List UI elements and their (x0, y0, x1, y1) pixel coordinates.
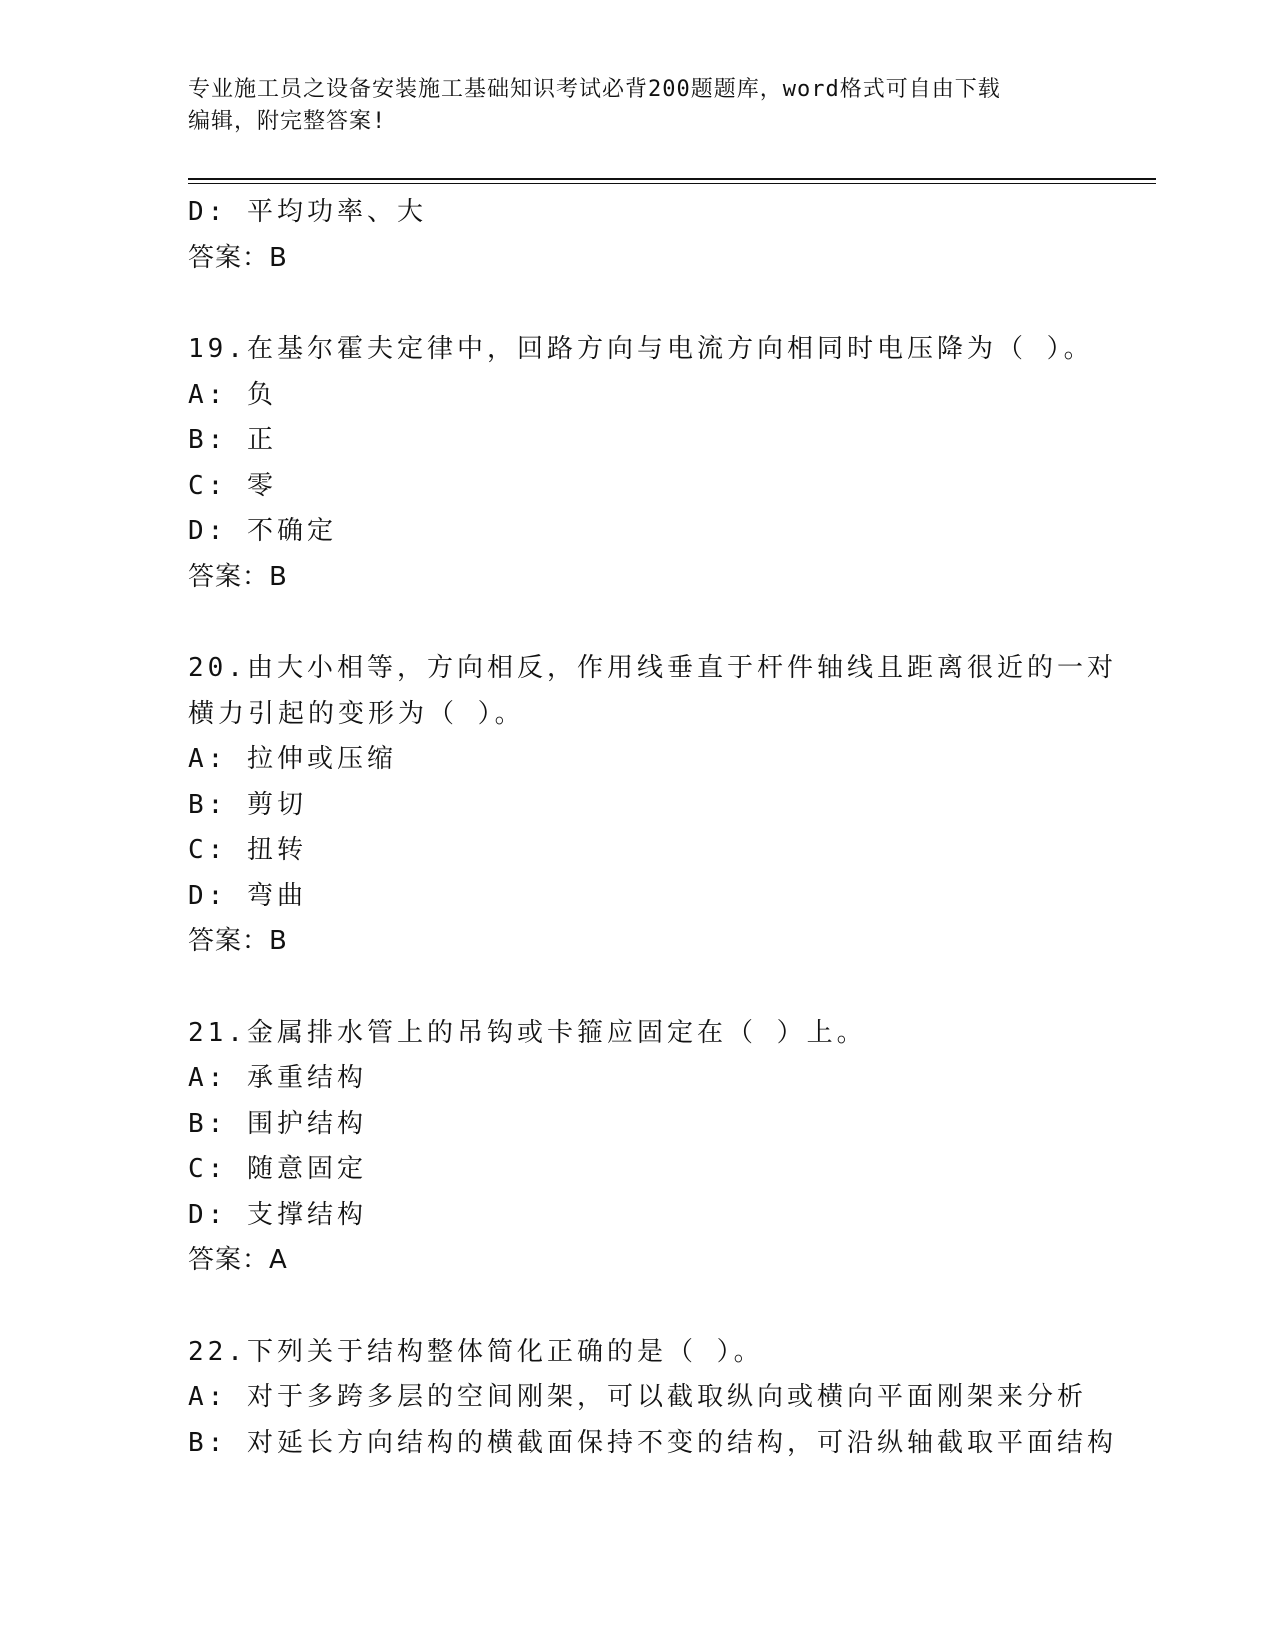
option-d: D: 不确定 (188, 516, 337, 546)
question-content (188, 190, 1148, 1466)
question-22 (188, 1330, 1148, 1467)
option-b: B: 正 (188, 425, 277, 455)
header-line-2: 编辑，附完整答案! (188, 109, 387, 134)
option-b: B: 剪切 (188, 789, 307, 820)
option-a: A: 承重结构 (188, 1063, 367, 1093)
answer: 答案：B (188, 561, 288, 592)
option-d: D: 支撑结构 (188, 1199, 367, 1230)
answer: 答案：B (188, 926, 288, 956)
spacer (188, 600, 1148, 646)
option-b: B: 对延长方向结构的横截面保持不变的结构，可沿纵轴截取平面结构 (188, 1427, 1117, 1458)
prev-answer: 答案：B (188, 242, 288, 273)
question-21 (188, 1011, 1148, 1284)
spacer (188, 1284, 1148, 1330)
option-c: C: 扭转 (188, 835, 307, 865)
option-d: D: 弯曲 (188, 880, 307, 911)
header-divider-thick (188, 178, 1156, 180)
option-c: C: 零 (188, 470, 277, 501)
document-header (188, 74, 1088, 138)
option-a: A: 对于多跨多层的空间刚架，可以截取纵向或横向平面刚架来分析 (188, 1382, 1087, 1412)
spacer (188, 281, 1148, 327)
question-text-line-1: 20.由大小相等，方向相反，作用线垂直于杆件轴线且距离很近的一对 (188, 653, 1117, 683)
header-divider-thin (188, 183, 1156, 184)
option-a: A: 拉伸或压缩 (188, 744, 397, 774)
answer: 答案：A (188, 1245, 288, 1275)
question-19 (188, 327, 1148, 600)
option-a: A: 负 (188, 379, 277, 410)
question-text: 22.下列关于结构整体简化正确的是（ ）。 (188, 1336, 764, 1367)
question-text: 21.金属排水管上的吊钩或卡箍应固定在（ ）上。 (188, 1017, 867, 1048)
option-b: B: 围护结构 (188, 1108, 367, 1139)
question-text-line-2: 横力引起的变形为（ ）。 (188, 698, 525, 729)
question-20 (188, 646, 1148, 965)
question-text: 19.在基尔霍夫定律中，回路方向与电流方向相同时电压降为（ ）。 (188, 334, 1094, 364)
spacer (188, 965, 1148, 1011)
header-line-1: 专业施工员之设备安装施工基础知识考试必背200题题库，word格式可自由下载 (188, 77, 1001, 102)
option-c: C: 随意固定 (188, 1154, 367, 1184)
prev-option-d: D: 平均功率、大 (188, 197, 427, 227)
